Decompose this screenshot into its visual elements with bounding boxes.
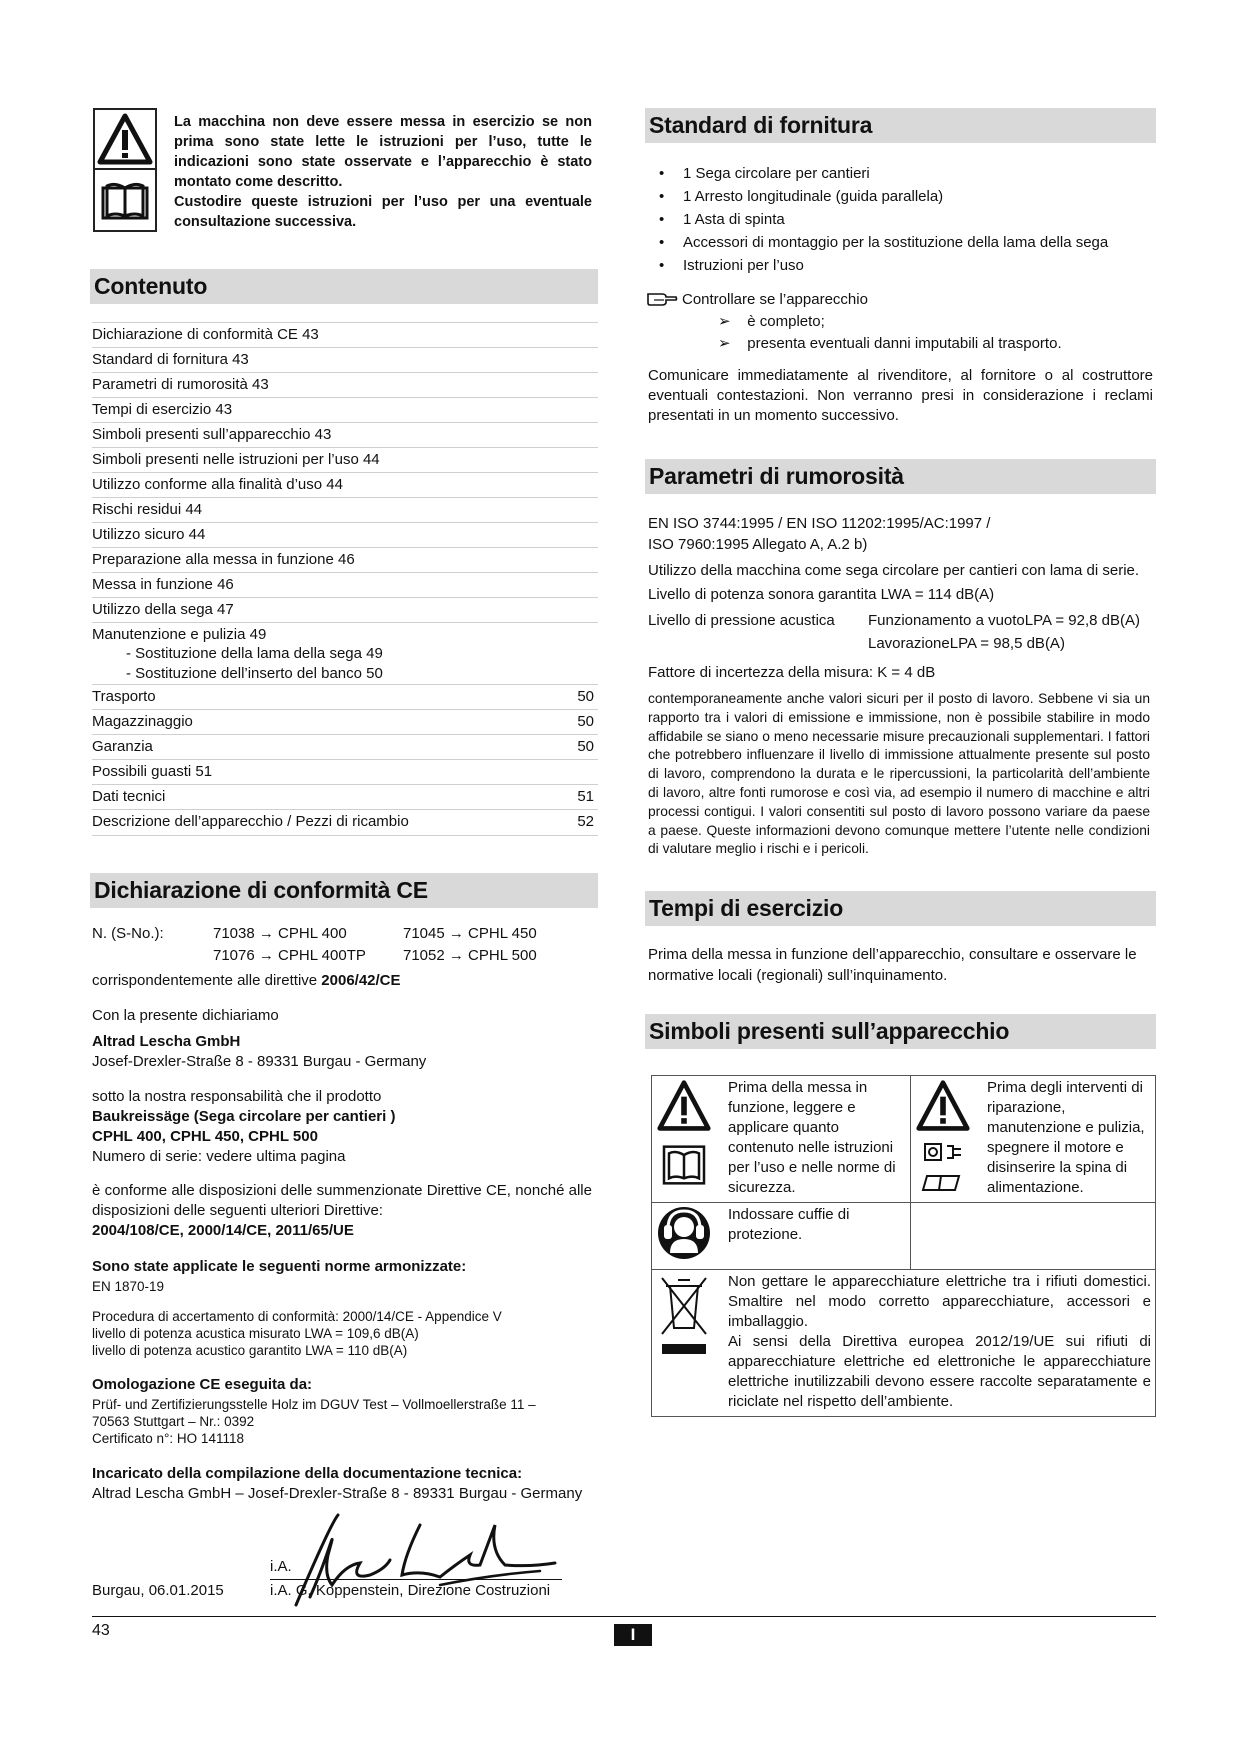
model-item: 71045 → CPHL 450 xyxy=(403,925,537,942)
toc-row[interactable] xyxy=(92,809,598,836)
directive-line xyxy=(92,971,401,991)
toc-row[interactable] xyxy=(92,422,598,448)
product-models: CPHL 400, CPHL 450, CPHL 500 xyxy=(92,1128,318,1145)
toc-row[interactable] xyxy=(92,784,598,810)
potenza-garantito: livello di potenza acustico garantito LWA = 110 dB(A) xyxy=(92,1343,408,1358)
manual-book-icon xyxy=(656,1140,712,1190)
toc-page: 52 xyxy=(577,813,594,830)
norme-title: Sono state applicate le seguenti norme armonizzate: xyxy=(92,1258,467,1275)
crossed-bin-icon xyxy=(656,1272,712,1362)
bullet-dot: • xyxy=(659,188,665,205)
top-notice xyxy=(174,112,592,232)
model-item: 71052 → CPHL 500 xyxy=(403,947,537,964)
toc-page: 50 xyxy=(577,738,594,755)
language-tab: I xyxy=(614,1624,652,1646)
toc-label: Magazzinaggio xyxy=(92,713,193,730)
model-item: 71076 → CPHL 400TP xyxy=(213,947,366,964)
directives-list: 2004/108/CE, 2000/14/CE, 2011/65/UE xyxy=(92,1222,354,1239)
model-item: 71038 → CPHL 400 xyxy=(213,925,347,942)
toc-label: Simboli presenti sull’apparecchio 43 xyxy=(92,426,332,443)
omologazione-line: 70563 Stuttgart – Nr.: 0392 xyxy=(92,1414,255,1429)
toc-subitem[interactable]: - Sostituzione dell’inserto del banco 50 xyxy=(126,665,383,682)
bullet-dot: • xyxy=(659,257,665,274)
simboli-heading: Simboli presenti sull’apparecchio xyxy=(645,1014,1156,1049)
incaricato-text: Altrad Lescha GmbH – Josef-Drexler-Straße 8 - 89331 Burgau - Germany xyxy=(92,1485,583,1502)
list-item xyxy=(659,164,870,184)
toc-row[interactable] xyxy=(92,547,598,573)
company-address: Josef-Drexler-Straße 8 - 89331 Burgau - Germany xyxy=(92,1053,427,1070)
con-presente: Con la presente dichiariamo xyxy=(92,1007,279,1024)
toc-row[interactable] xyxy=(92,522,598,548)
toc-label: Parametri di rumorosità 43 xyxy=(92,376,269,393)
toc-label: Utilizzo della sega 47 xyxy=(92,601,234,618)
toc-row[interactable] xyxy=(92,347,598,373)
manual-book-icon xyxy=(915,1172,971,1194)
directive-code: 2006/42/CE xyxy=(321,972,401,989)
symbol-text-cell xyxy=(724,1270,1156,1417)
toc-label: Preparazione alla messa in funzione 46 xyxy=(92,551,355,568)
warning-triangle-icon xyxy=(656,1078,712,1134)
toc-label: Manutenzione e pulizia 49 xyxy=(92,626,267,643)
comunicare-text: Comunicare immediatamente al rivenditore, al fornitore o al costruttore eventuali contestazioni. Non verranno presi in considerazione i reclami presentati in un momento successivo. xyxy=(648,367,1153,424)
unplug-icon xyxy=(915,1140,971,1166)
procedura: Procedura di accertamento di conformità: 2000/14/CE - Appendice V xyxy=(92,1309,502,1324)
ear-protection-icon xyxy=(656,1205,712,1261)
top-notice-line2: Custodire queste istruzioni per l’uso per una eventuale consultazione successiva. xyxy=(174,194,592,230)
list-item-text: 1 Arresto longitudinale (guida parallela) xyxy=(683,188,944,205)
toc-row[interactable] xyxy=(92,447,598,473)
check-text: Controllare se l’apparecchio xyxy=(682,291,868,308)
omologazione-title: Omologazione CE eseguita da: xyxy=(92,1376,313,1393)
symbol-cell xyxy=(652,1270,725,1417)
incertezza-text: Fattore di incertezza della misura: K = 4 dB xyxy=(648,664,936,681)
utilizzo-text: Utilizzo della macchina come sega circolare per cantieri con lama di serie. xyxy=(648,562,1140,579)
serial-number: Numero di serie: vedere ultima pagina xyxy=(92,1148,346,1165)
toc-row[interactable] xyxy=(92,734,598,760)
place-date: Burgau, 06.01.2015 xyxy=(92,1582,224,1599)
omologazione-line: Prüf- und Zertifizierungsstelle Holz im DGUV Test – Vollmoellerstraße 11 – xyxy=(92,1397,536,1412)
toc-row[interactable] xyxy=(92,472,598,498)
company-name: Altrad Lescha GmbH xyxy=(92,1033,241,1050)
list-item xyxy=(659,210,785,230)
toc-label: Dati tecnici xyxy=(92,788,166,805)
toc-row[interactable] xyxy=(92,397,598,423)
toc-row[interactable] xyxy=(92,322,598,348)
norme-value: EN 1870-19 xyxy=(92,1279,165,1294)
potenza-misurato: livello di potenza acustica misurato LWA = 109,6 dB(A) xyxy=(92,1326,419,1341)
conforme-text: è conforme alle disposizioni delle summenzionate Direttive CE, nonché alle disposizioni delle seguenti ulteriori Direttive: xyxy=(92,1182,592,1219)
toc-label: Standard di fornitura 43 xyxy=(92,351,249,368)
potenza-text: Livello di potenza sonora garantita LWA = 114 dB(A) xyxy=(648,586,995,603)
sno-label: N. (S-No.): xyxy=(92,925,164,942)
pressione-value: Funzionamento a vuotoLPA = 92,8 dB(A) xyxy=(868,612,1140,629)
directive-line-text: corrispondentemente alle direttive xyxy=(92,972,322,989)
contenuto-heading: Contenuto xyxy=(90,269,598,304)
toc-label: Descrizione dell’apparecchio / Pezzi di ricambio xyxy=(92,813,409,830)
toc-row[interactable] xyxy=(92,497,598,523)
bullet-dot: • xyxy=(659,165,665,182)
rumorosita-heading: Parametri di rumorosità xyxy=(645,459,1156,494)
symbols-table xyxy=(651,1075,1156,1417)
toc-label: Simboli presenti nelle istruzioni per l’uso 44 xyxy=(92,451,380,468)
check-item-text: presenta eventuali danni imputabili al trasporto. xyxy=(747,335,1062,352)
toc-row[interactable] xyxy=(92,572,598,598)
toc-row[interactable] xyxy=(92,759,598,785)
list-item xyxy=(659,187,944,207)
page-number: 43 xyxy=(92,1622,110,1639)
incaricato-title: Incaricato della compilazione della documentazione tecnica: xyxy=(92,1465,523,1482)
top-notice-line1: La macchina non deve essere messa in esercizio se non prima sono state lette le istruzioni per l’uso, tutte le indicazioni sono state osservate e l’apparecchio è stato montato come descritto. xyxy=(174,114,592,190)
toc-row[interactable] xyxy=(92,709,598,735)
list-item-text: 1 Asta di spinta xyxy=(683,211,785,228)
manual-book-icon xyxy=(95,170,155,230)
toc-label: Messa in funzione 46 xyxy=(92,576,234,593)
toc-label: Possibili guasti 51 xyxy=(92,763,213,780)
check-item: ➢ presenta eventuali danni imputabili al trasporto. xyxy=(718,335,1062,352)
pressione-value: LavorazioneLPA = 98,5 dB(A) xyxy=(868,635,1065,652)
bullet-dot: • xyxy=(659,234,665,251)
toc-label: Garanzia xyxy=(92,738,153,755)
toc-label: Trasporto xyxy=(92,688,156,705)
toc-page: 50 xyxy=(577,713,594,730)
symbol-cell xyxy=(652,1203,725,1270)
toc-label: Dichiarazione di conformità CE 43 xyxy=(92,326,319,343)
warning-read-icons-box xyxy=(93,108,157,232)
warning-triangle-icon xyxy=(915,1078,971,1134)
toc-label: Utilizzo conforme alla finalità d’uso 44 xyxy=(92,476,343,493)
weee-text: Non gettare le apparecchiature elettriche tra i rifiuti domestici. Smaltire nel modo corretto apparecchiature, accessori e imballaggio. xyxy=(728,1273,1151,1330)
list-item-text: Accessori di montaggio per la sostituzione della lama della sega xyxy=(683,234,1109,251)
toc-row[interactable] xyxy=(92,684,598,710)
toc-row[interactable] xyxy=(92,372,598,398)
standard-heading: Standard di fornitura xyxy=(645,108,1156,143)
toc-page: 50 xyxy=(577,688,594,705)
toc-label: Rischi residui 44 xyxy=(92,501,203,518)
list-item-text: Istruzioni per l’uso xyxy=(683,257,804,274)
symbol-cell xyxy=(911,1076,984,1203)
toc-subitem[interactable]: - Sostituzione della lama della sega 49 xyxy=(126,645,383,662)
toc-label: Utilizzo sicuro 44 xyxy=(92,526,206,543)
responsabilita: sotto la nostra responsabilità che il prodotto xyxy=(92,1088,382,1105)
pointing-hand-icon xyxy=(646,290,678,308)
toc-label: Tempi di esercizio 43 xyxy=(92,401,233,418)
tempi-heading: Tempi di esercizio xyxy=(645,891,1156,926)
dichiarazione-heading: Dichiarazione di conformità CE xyxy=(90,873,598,908)
check-item: ➢ è completo; xyxy=(718,313,825,330)
tempi-text: Prima della messa in funzione dell’apparecchio, consultare e osservare le normative locali (regionali) sull’inquinamento. xyxy=(648,946,1137,984)
list-item xyxy=(659,233,1109,253)
symbol-text-cell: Indossare cuffie di protezione. xyxy=(724,1203,911,1270)
symbol-text-cell: Prima degli interventi di riparazione, manutenzione e pulizia, spegnere il motore e disinserire la spina di alimentazione. xyxy=(983,1076,1156,1203)
norm-line: EN ISO 3744:1995 / EN ISO 11202:1995/AC:1997 / xyxy=(648,515,991,532)
signer-name: i.A. G. Koppenstein, Direzione Costruzioni xyxy=(270,1579,562,1601)
omologazione-line: Certificato n°: HO 141118 xyxy=(92,1431,244,1446)
pressione-label: Livello di pressione acustica xyxy=(648,612,835,629)
weee-directive-text: Ai sensi della Direttiva europea 2012/19/UE sui rifiuti di apparecchiature elettriche ed elettroniche le apparecchiature elettriche inutilizzabili devono essere raccolte separatamente e riciclate nel rispetto dell’ambiente. xyxy=(728,1333,1151,1410)
list-item-text: 1 Sega circolare per cantieri xyxy=(683,165,870,182)
rumorosita-paragraph: contemporaneamente anche valori sicuri per il posto di lavoro. Sebbene vi sia un rapporto tra i valori di emissione e immissione, non è possibile stabilire in modo affidabile se siano o meno necessarie misure precauzionali supplementari. I fattori che potrebbero influenzare il livello di immissione attualmente presente sul posto di lavoro, comprendono la durata e le ripercussioni, la particolarità dell’ambiente di lavoro, altre fonti rumorose e così via, ad esempio il numero di macchine e altri processi contigui. I valori consentiti sul posto di lavoro possono variare da paese a paese. Queste informazioni devono comunque mettere l’utente nelle condizioni di valutare meglio i rischi e i pericoli. xyxy=(648,691,1150,857)
footer-rule xyxy=(92,1616,1156,1617)
symbol-text-cell: Prima della messa in funzione, leggere e applicare quanto contenuto nelle istruzioni per l’uso e nelle norme di sicurezza. xyxy=(724,1076,911,1203)
symbol-cell xyxy=(652,1076,725,1203)
bullet-dot: • xyxy=(659,211,665,228)
ia-label: i.A. xyxy=(270,1558,292,1575)
list-item xyxy=(659,256,804,276)
empty-cell xyxy=(911,1203,1156,1270)
check-item-text: è completo; xyxy=(747,313,825,330)
norm-line: ISO 7960:1995 Allegato A, A.2 b) xyxy=(648,536,868,553)
product-name: Baukreissäge (Sega circolare per cantieri ) xyxy=(92,1108,396,1125)
warning-triangle-icon xyxy=(95,110,155,170)
toc-page: 51 xyxy=(577,788,594,805)
toc-row[interactable] xyxy=(92,597,598,623)
